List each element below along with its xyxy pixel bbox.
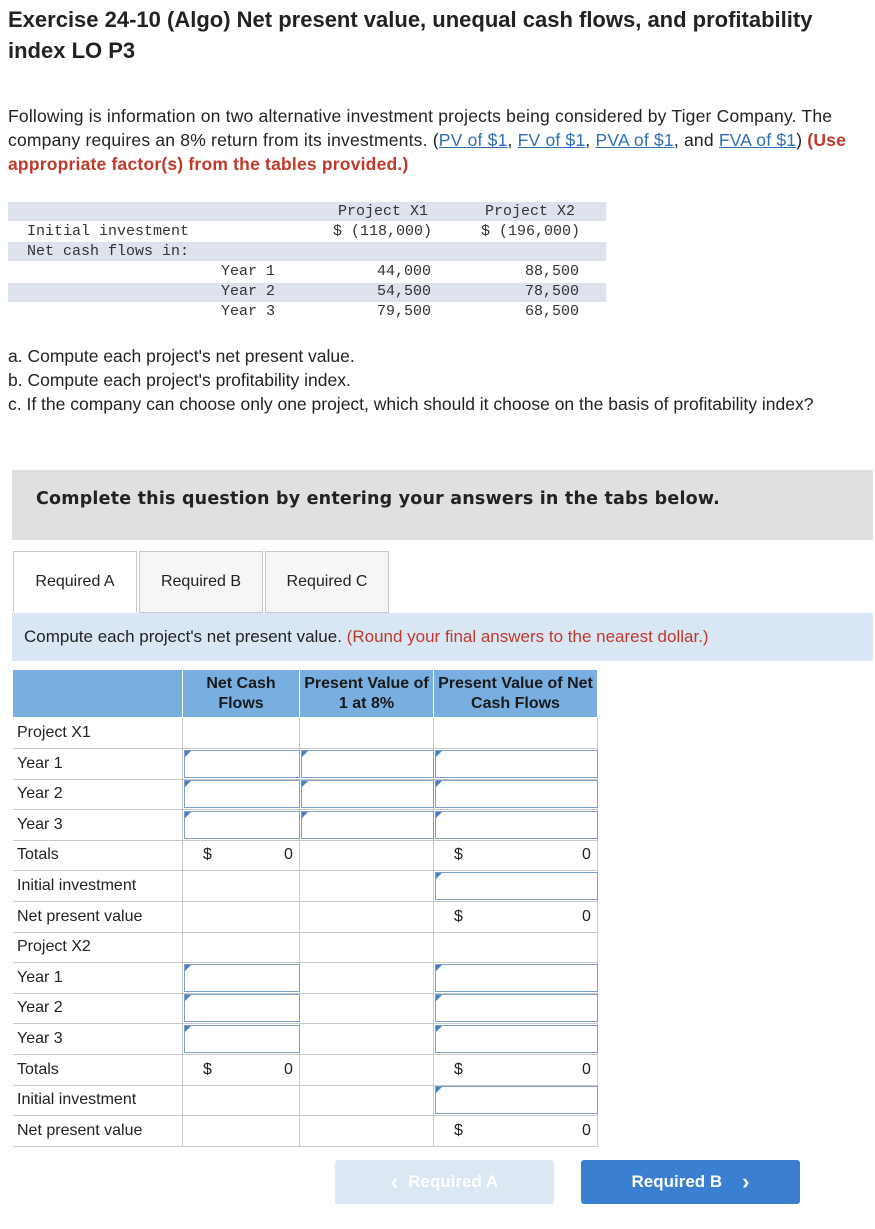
question-c [8, 392, 868, 416]
x2-initial: $ (196,000) [481, 223, 581, 240]
computed-value: 0 [582, 1060, 591, 1078]
table-row [13, 1085, 598, 1116]
grid-cell [300, 902, 434, 932]
info-band [8, 283, 606, 302]
grid-cell [300, 1116, 434, 1146]
exercise-title: Exercise 24-10 (Algo) Net present value, unequal cash flows, and profitability index LO P3 [8, 7, 813, 63]
question-a-text: a. Compute each project's net present value. [8, 346, 355, 366]
row-label: Initial investment [13, 871, 183, 901]
computed-value: 0 [582, 907, 591, 925]
answer-input[interactable] [184, 994, 300, 1022]
net-cash-label: Net cash flows in: [27, 243, 190, 260]
grid-cell [300, 1024, 434, 1054]
prev-button[interactable] [335, 1160, 554, 1204]
chevron-left-icon: ‹ [390, 1169, 399, 1194]
next-button[interactable] [581, 1160, 800, 1204]
x1-initial: $ (118,000) [333, 223, 433, 240]
dollar-sign: $ [203, 846, 212, 864]
instructions-text: Complete this question by entering your answers in the tabs below. [36, 489, 720, 509]
answer-input[interactable] [435, 994, 598, 1022]
next-button-label: Required B [631, 1172, 723, 1191]
info-x2-value: 88,500 [525, 263, 580, 280]
computed-value: 0 [284, 846, 293, 864]
grid-header-pv-cash: Present Value of Net Cash Flows [434, 670, 598, 717]
answer-input[interactable] [435, 1086, 598, 1114]
link-fv-of-1[interactable]: FV of $1 [517, 130, 586, 150]
grid-cell [434, 932, 598, 962]
grid-cell [300, 963, 434, 993]
grid-header-blank [13, 670, 183, 717]
intro-text: Following is information on two alternative investment projects being considered by Tiger Company. The company requires an 8% return from its investments. [8, 106, 833, 150]
info-x1-value: 79,500 [377, 303, 432, 320]
prev-button-label: Required A [408, 1172, 499, 1191]
computed-value: 0 [582, 846, 591, 864]
info-x2-value: 78,500 [525, 283, 580, 300]
dollar-sign: $ [454, 907, 463, 925]
info-x1-value: 54,500 [377, 283, 432, 300]
answer-input[interactable] [184, 780, 300, 808]
link-pva-of-1[interactable]: PVA of $1 [595, 130, 674, 150]
dollar-sign: $ [203, 1060, 212, 1078]
link-pv-of-1[interactable]: PV of $1 [438, 130, 508, 150]
rounding-note: (Round your final answers to the nearest dollar.) [346, 627, 709, 646]
question-b [8, 368, 868, 392]
instructions-banner [12, 470, 873, 540]
computed-value: 0 [582, 1121, 591, 1139]
grid-cell [300, 718, 434, 748]
computed-value: 0 [284, 1060, 293, 1078]
grid-cell [183, 902, 300, 932]
row-label: Year 3 [13, 810, 183, 840]
grid-cell [183, 871, 300, 901]
answer-input[interactable] [301, 811, 434, 839]
row-label: Totals [13, 840, 183, 870]
question-bar [12, 613, 873, 661]
tab-required-a[interactable]: Required A [13, 551, 137, 613]
table-row [13, 1024, 598, 1055]
grid-cell [300, 993, 434, 1023]
table-row [13, 749, 598, 780]
factor-note: (Use appropriate factor(s) from the tables provided.) [8, 130, 847, 174]
info-year-label: Year 2 [221, 283, 276, 300]
row-label: Year 2 [13, 993, 183, 1023]
grid-cell [183, 1085, 300, 1115]
table-row [13, 1055, 598, 1086]
question-c-text: c. If the company can choose only one project, which should it choose on the basis of profitability index? [8, 394, 814, 414]
info-x1-value: 44,000 [377, 263, 432, 280]
answer-input[interactable] [435, 811, 598, 839]
answer-input[interactable] [435, 750, 598, 778]
question-a [8, 344, 868, 368]
intro-paragraph: Following is information on two alternative investment projects being considered by Tiger Company. The company requires an 8% return from its investments. (PV of $1, FV of $1, PVA of $1, and FVA of $1) (Use appropriate factor(s) from the tables provided.) [8, 106, 847, 174]
initial-investment-label: Initial investment [27, 223, 190, 240]
grid-cell [183, 840, 300, 870]
table-row [13, 1116, 598, 1147]
table-row [13, 932, 598, 963]
dollar-sign: $ [454, 1121, 463, 1139]
answer-input[interactable] [435, 964, 598, 992]
row-label: Project X1 [13, 718, 183, 748]
row-label: Net present value [13, 1116, 183, 1146]
chevron-right-icon: › [742, 1169, 750, 1194]
row-label: Initial investment [13, 1085, 183, 1115]
row-label: Year 1 [13, 963, 183, 993]
row-label: Year 2 [13, 779, 183, 809]
table-row [13, 902, 598, 933]
row-label: Project X2 [13, 932, 183, 962]
grid-header-net-cash: Net Cash Flows [183, 670, 300, 717]
info-year-label: Year 3 [221, 303, 276, 320]
answer-input[interactable] [184, 964, 300, 992]
table-row [13, 840, 598, 871]
table-row [13, 779, 598, 810]
answer-input[interactable] [301, 780, 434, 808]
link-fva-of-1[interactable]: FVA of $1 [718, 130, 797, 150]
row-label: Year 1 [13, 749, 183, 779]
grid-cell [300, 840, 434, 870]
grid-cell [300, 1055, 434, 1085]
answer-input[interactable] [184, 811, 300, 839]
grid-header-pv-factor: Present Value of 1 at 8% [300, 670, 434, 717]
answer-input[interactable] [184, 750, 300, 778]
grid-cell [300, 1085, 434, 1115]
row-label: Net present value [13, 902, 183, 932]
tab-required-c[interactable]: Required C [265, 551, 389, 613]
grid-cell [300, 932, 434, 962]
answer-input[interactable] [435, 1025, 598, 1053]
answer-input[interactable] [435, 872, 598, 900]
table-row [13, 871, 598, 902]
answer-input[interactable] [435, 780, 598, 808]
info-col-x1: Project X1 [338, 203, 429, 220]
row-label: Totals [13, 1055, 183, 1085]
table-row [13, 810, 598, 841]
answer-input[interactable] [184, 1025, 300, 1053]
question-bar-text: Compute each project's net present value. [24, 627, 342, 646]
info-year-label: Year 1 [221, 263, 276, 280]
grid-cell [183, 1055, 300, 1085]
table-row [13, 718, 598, 749]
table-row [13, 963, 598, 994]
grid-cell [300, 871, 434, 901]
question-list [8, 344, 868, 416]
grid-cell [183, 1116, 300, 1146]
question-b-text: b. Compute each project's profitability index. [8, 370, 351, 390]
info-col-x2: Project X2 [485, 203, 576, 220]
grid-cell [183, 718, 300, 748]
grid-cell [183, 932, 300, 962]
info-x2-value: 68,500 [525, 303, 580, 320]
grid-cell [434, 718, 598, 748]
dollar-sign: $ [454, 846, 463, 864]
row-label: Year 3 [13, 1024, 183, 1054]
answer-input[interactable] [301, 750, 434, 778]
dollar-sign: $ [454, 1060, 463, 1078]
table-row [13, 993, 598, 1024]
tab-required-b[interactable]: Required B [139, 551, 263, 613]
